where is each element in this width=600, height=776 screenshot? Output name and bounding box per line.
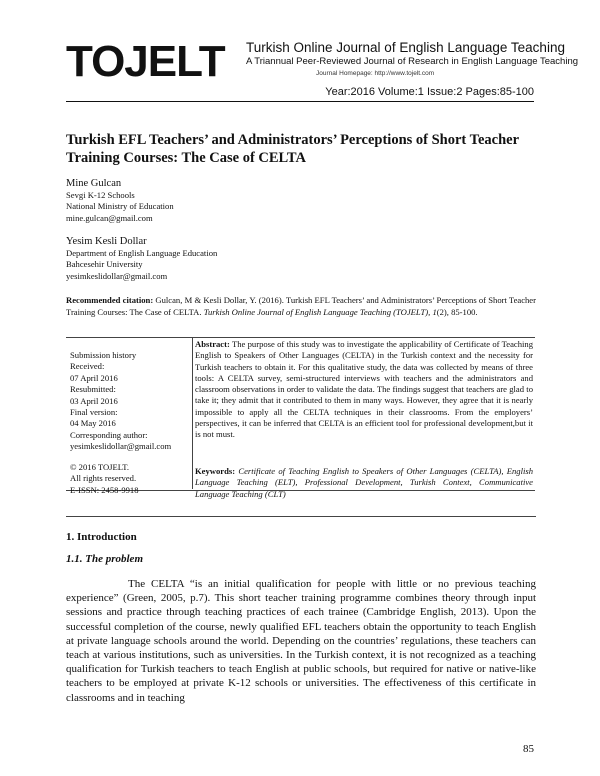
rights-line: E-ISSN: 2458-9918 bbox=[70, 484, 139, 495]
rights-line: All rights reserved. bbox=[70, 473, 137, 484]
section-heading: 1. Introduction bbox=[66, 531, 137, 543]
article-title: Turkish EFL Teachers’ and Administrators’ Perceptions of Short Teacher Training Courses: The Case of CELTA bbox=[66, 132, 519, 166]
journal-homepage[interactable]: Journal Homepage: http://www.tojelt.com bbox=[316, 70, 435, 77]
issue-line: Year:2016 Volume:1 Issue:2 Pages:85-100 bbox=[325, 86, 534, 98]
subsection-heading: 1.1. The problem bbox=[66, 553, 143, 565]
citation-label: Recommended citation: bbox=[66, 295, 154, 305]
abstract-divider bbox=[192, 337, 193, 489]
rights-line: © 2016 TOJELT. bbox=[70, 462, 129, 472]
journal-name: Turkish Online Journal of English Language Teaching bbox=[246, 40, 565, 55]
submission-line: Final version: bbox=[70, 407, 118, 418]
affiliation-line: Bahcesehir University bbox=[66, 259, 143, 270]
author-name: Mine Gulcan bbox=[66, 178, 122, 189]
submission-line: 03 April 2016 bbox=[70, 395, 118, 406]
abstract-label: Abstract: bbox=[195, 339, 230, 349]
corresponding-email[interactable]: yesimkeslidollar@gmail.com bbox=[70, 441, 172, 452]
recommended-citation bbox=[66, 295, 536, 318]
citation-journal: Turkish Online Journal of English Language Teaching (TOJELT), 1 bbox=[203, 306, 437, 317]
author-name: Yesim Kesli Dollar bbox=[66, 236, 147, 247]
journal-subtitle: A Triannual Peer-Reviewed Journal of Research in English Language Teaching bbox=[246, 56, 579, 67]
affiliation-line: National Ministry of Education bbox=[66, 201, 174, 212]
author-email[interactable]: yesimkeslidollar@gmail.com bbox=[66, 270, 168, 281]
citation-pages: (2), 85-100. bbox=[436, 306, 478, 317]
affiliation-line: Sevgi K-12 Schools bbox=[66, 190, 135, 200]
keywords-label: Keywords: bbox=[195, 466, 236, 476]
abstract bbox=[195, 339, 533, 441]
body-text: The CELTA “is an initial qualification for people with little or no previous teaching experience” (Green, 2005, p.7). This short teacher training programme combines theory through input sessions and practice through teaching practices of each trainee (Cambridge English, 2013). Upon the successful completion of the course, newly qualified EFL teachers obtain the opportunity to teach English at private language schools around the world. Depending on the countries’ regulations, these teachers can teach at various institutions, such as universities. In the Turkish context, it is not recognized as a teaching qualification for Turkish teachers to teach English at public schools, but required for native or native-like teachers to be employed at private K-12 schools or universities. The effectiveness of this certificate in classrooms and in teaching bbox=[66, 578, 536, 704]
submission-line: Submission history bbox=[70, 350, 137, 360]
citation-text: Gulcan, M & Kesli Dollar, Y. (2016). Turkish EFL Teachers’ and Administrators’ Perceptions of Short Teacher Training Courses: The Case of CELTA. bbox=[66, 295, 536, 317]
header-rule bbox=[66, 101, 534, 102]
affiliation-line: Department of English Language Education bbox=[66, 248, 218, 258]
section-rule bbox=[66, 516, 536, 517]
copyright-block bbox=[70, 462, 139, 496]
submission-line: Received: bbox=[70, 361, 105, 372]
submission-line: 07 April 2016 bbox=[70, 372, 118, 383]
body-paragraph bbox=[66, 577, 536, 705]
page-number: 85 bbox=[523, 743, 534, 755]
author-affiliation bbox=[66, 190, 174, 224]
submission-history bbox=[70, 350, 171, 453]
tojelt-logo bbox=[66, 38, 242, 82]
logo-wordmark: TOJELT bbox=[66, 38, 225, 82]
submission-line: 04 May 2016 bbox=[70, 418, 116, 429]
keywords-text: Certificate of Teaching English to Speakers of Other Languages (CELTA), English Language Teaching (ELT), Professional Development, Turkish Context, Communicative Language Teaching (CLT) bbox=[195, 466, 533, 499]
author-affiliation bbox=[66, 248, 217, 282]
submission-line: Corresponding author: bbox=[70, 429, 148, 440]
keywords bbox=[195, 466, 533, 500]
author-email[interactable]: mine.gulcan@gmail.com bbox=[66, 212, 153, 223]
submission-line: Resubmitted: bbox=[70, 384, 116, 395]
abstract-text: The purpose of this study was to investigate the applicability of Certificate of Teaching English to Speakers of Other Languages (CELTA) in the Turkish context and the necessity for Turkish teachers to obtain it. For this qualitative study, the data was collected by means of three tools: A CELTA survey, semi-structured interviews with teachers and the administrators and classroom observations in order to validate the data. The findings suggest that teachers are glad to take it; they admit that it contributed to them in many ways. However, they agree that it is nearly impossible to apply all the CELTA techniques in their classrooms. From the employers’ perspectives, it can be inferred that CELTA is an efficient tool for professional development,but it is not must. bbox=[195, 339, 533, 440]
